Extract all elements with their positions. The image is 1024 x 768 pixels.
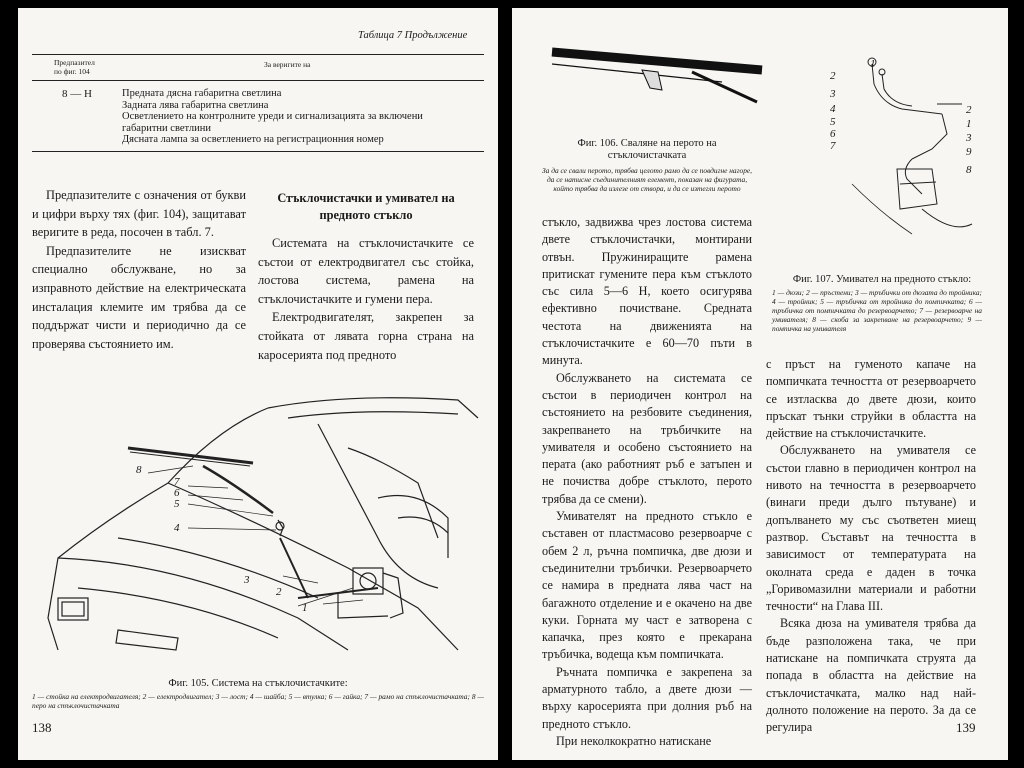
table-circuit-line: габаритни светлини	[122, 122, 211, 134]
text-column-washer	[766, 356, 976, 737]
text-column-maintenance	[542, 214, 752, 750]
callout-label: 2	[830, 70, 836, 82]
callout-label: 7	[830, 140, 836, 152]
callout-label: 3	[830, 88, 836, 100]
blade-removal-illustration	[542, 32, 772, 117]
text-column-wipers	[258, 190, 474, 364]
paragraph: Ръчната помпичка е закрепена за арматурното табло, а двете дюзи — върху каросерията при долния ръб на предното стъкло.	[542, 664, 752, 731]
paragraph: Всяка дюза на умивателя трябва да бъде разположена така, че при натискане на помпичката струята да попада в областта на действие на стъклочистачката, малко над най-долното положение на перото. За да се регулира	[766, 616, 976, 735]
callout-label: 5	[830, 116, 836, 128]
right-page	[512, 8, 1008, 760]
table-header-fuse: Предпазител по фиг. 104	[54, 58, 95, 76]
table-circuit-line: Дясната лампа за осветлението на регистрационния номер	[122, 134, 384, 146]
table-circuit-line: Предната дясна габаритна светлина	[122, 88, 282, 99]
figure-legend: 1 — стойка на електродвигателя; 2 — електродвигател; 3 — лост; 4 — шайба; 5 — втулка; 6 — гайка; 7 — рамо на стъклочистачката; 8 — перо на стъклочистачката	[32, 692, 484, 710]
text-column-fuses	[32, 186, 246, 353]
table-cell-fuse: 8 — Н	[62, 88, 92, 100]
callout-label: 9	[966, 146, 972, 158]
callout-label: 3	[244, 574, 250, 586]
paragraph: с пръст на гуменото капачe на помпичката течността от резервоарчето се изтласква до двете дюзи, които пръскат тънки струйки в областта на действие на стъклочистачките.	[766, 357, 976, 441]
callout-label: 4	[174, 522, 180, 534]
callout-label: 1	[302, 602, 308, 614]
page-number: 139	[956, 720, 976, 735]
figure-caption: Фиг. 107. Умивател на предното стъкло:	[792, 274, 972, 285]
callout-label: 8	[136, 464, 142, 476]
table-header-rule	[32, 80, 484, 81]
table-circuit-line: Задната лява габаритна светлина	[122, 99, 269, 111]
paragraph: Предпазителите с означения от букви и цифри върху тях (фиг. 104), защитават веригите в реда, посочен в табл. 7.	[32, 188, 246, 240]
callout-label: 2	[276, 586, 282, 598]
paragraph: Електродвигателят, закрепен за стойката от лявата горна страна на каросерията под предното	[258, 310, 474, 362]
table-circuit-line: Осветлението на контролните уреди и сигнализацията за включени	[122, 111, 423, 123]
figure-legend: За да се свали перото, трябва целото рамо да се повдигне нагоре, да се натисне съединителният елемент, показан на фигурата, който трябва да излезе от створа, и да се изтегли перото	[542, 166, 753, 193]
washer-illustration	[812, 44, 982, 244]
callout-label: 7	[174, 476, 180, 488]
figure-legend: 1 — дюзи; 2 — пръстени; 3 — тръбички от дюзата до тройника; 4 — тройник; 5 — тръбичка от тройника до помпичката; 6 — тръбичка от помпичката до резервоарчето; 7 — резервоарче на умивателя; 8 — скоба за закрепване на резервоарчето; 9 — помпичка на умивателя	[772, 288, 982, 333]
paragraph: Обслужването на системата се състои в периодичен контрол на състоянието на резбовите съединения, закрепването на тръбичките на умивателя и особено състоянието на перата (ако работният ръб е затъпен и не почиства добре стъклото, перото трябва да се смени).	[542, 370, 752, 506]
paragraph: Предпазителите не изискват специално обслужване, но за изправното действие на електрическата инсталация клемите им трябва да се поддържат чисти и периодично да се проверява състоянието им.	[32, 243, 246, 351]
paragraph: Системата на стъклочистачките се състои от електродвигател със стойка, лостова система, рамена на стъклочистачките и гумени пера.	[258, 236, 474, 306]
callout-label: 3	[966, 132, 972, 144]
section-heading: Стъклочистачки и умивател на предното стъкло	[277, 191, 455, 222]
callout-label: 1	[870, 58, 876, 70]
figure-caption: Фиг. 106. Сваляне на перото на стъклочистачката	[577, 138, 717, 161]
left-page	[18, 8, 498, 760]
table-top-rule	[32, 54, 484, 55]
wiper-system-illustration	[18, 388, 498, 673]
figure-caption: Фиг. 105. Система на стъклочистачките:	[168, 678, 348, 689]
paragraph: При неколкократно натискане	[556, 733, 712, 748]
paragraph: стъкло, задвижва чрез лостова система двете стъклочистачки, монтирани отвън. Пружиниращите рамена притискат гумените пера към стъклото със сила 5—6 Н, което осигурява ефективно почистване. Средната честота на движенията на стъклочистачките е 60—70 пъти в минута.	[542, 215, 752, 368]
paragraph: Умивателят на предното стъкло е съставен от пластмасово резервоарче с обем 2 л, ръчна помпичка, две дюзи и съединителни тръбички. Резервоарчето се намира в предната лява част на багажното отделение и е окачено на две куки. Горната му част е затворена с капачка, през която е прекарана тръбичка, водеща към помпичката.	[542, 509, 752, 662]
callout-label: 2	[966, 104, 972, 116]
callout-label: 6	[830, 128, 836, 140]
callout-label: 5	[174, 498, 180, 510]
paragraph: Обслужването на умивателя се състои главно в периодичен контрол на нивото на течността в резервоарчето (винаги преди дълго пътуване) и допълването му със съответен миещ разтвор. Съставът на течността в зависимост от температурата на околната среда е даден в точка „Горивомазилни материали и работни течности“ на Глава III.	[766, 443, 976, 614]
table-caption: Таблица 7 Продължение	[358, 30, 468, 41]
callout-label: 8	[966, 164, 972, 176]
table-bottom-rule	[32, 151, 484, 152]
callout-label: 6	[174, 487, 180, 499]
table-header-circuits: За веригите на	[264, 60, 311, 69]
table-cell-circuits	[122, 88, 482, 146]
page-number: 138	[32, 720, 52, 735]
callout-label: 4	[830, 103, 836, 115]
callout-label: 1	[966, 118, 972, 130]
